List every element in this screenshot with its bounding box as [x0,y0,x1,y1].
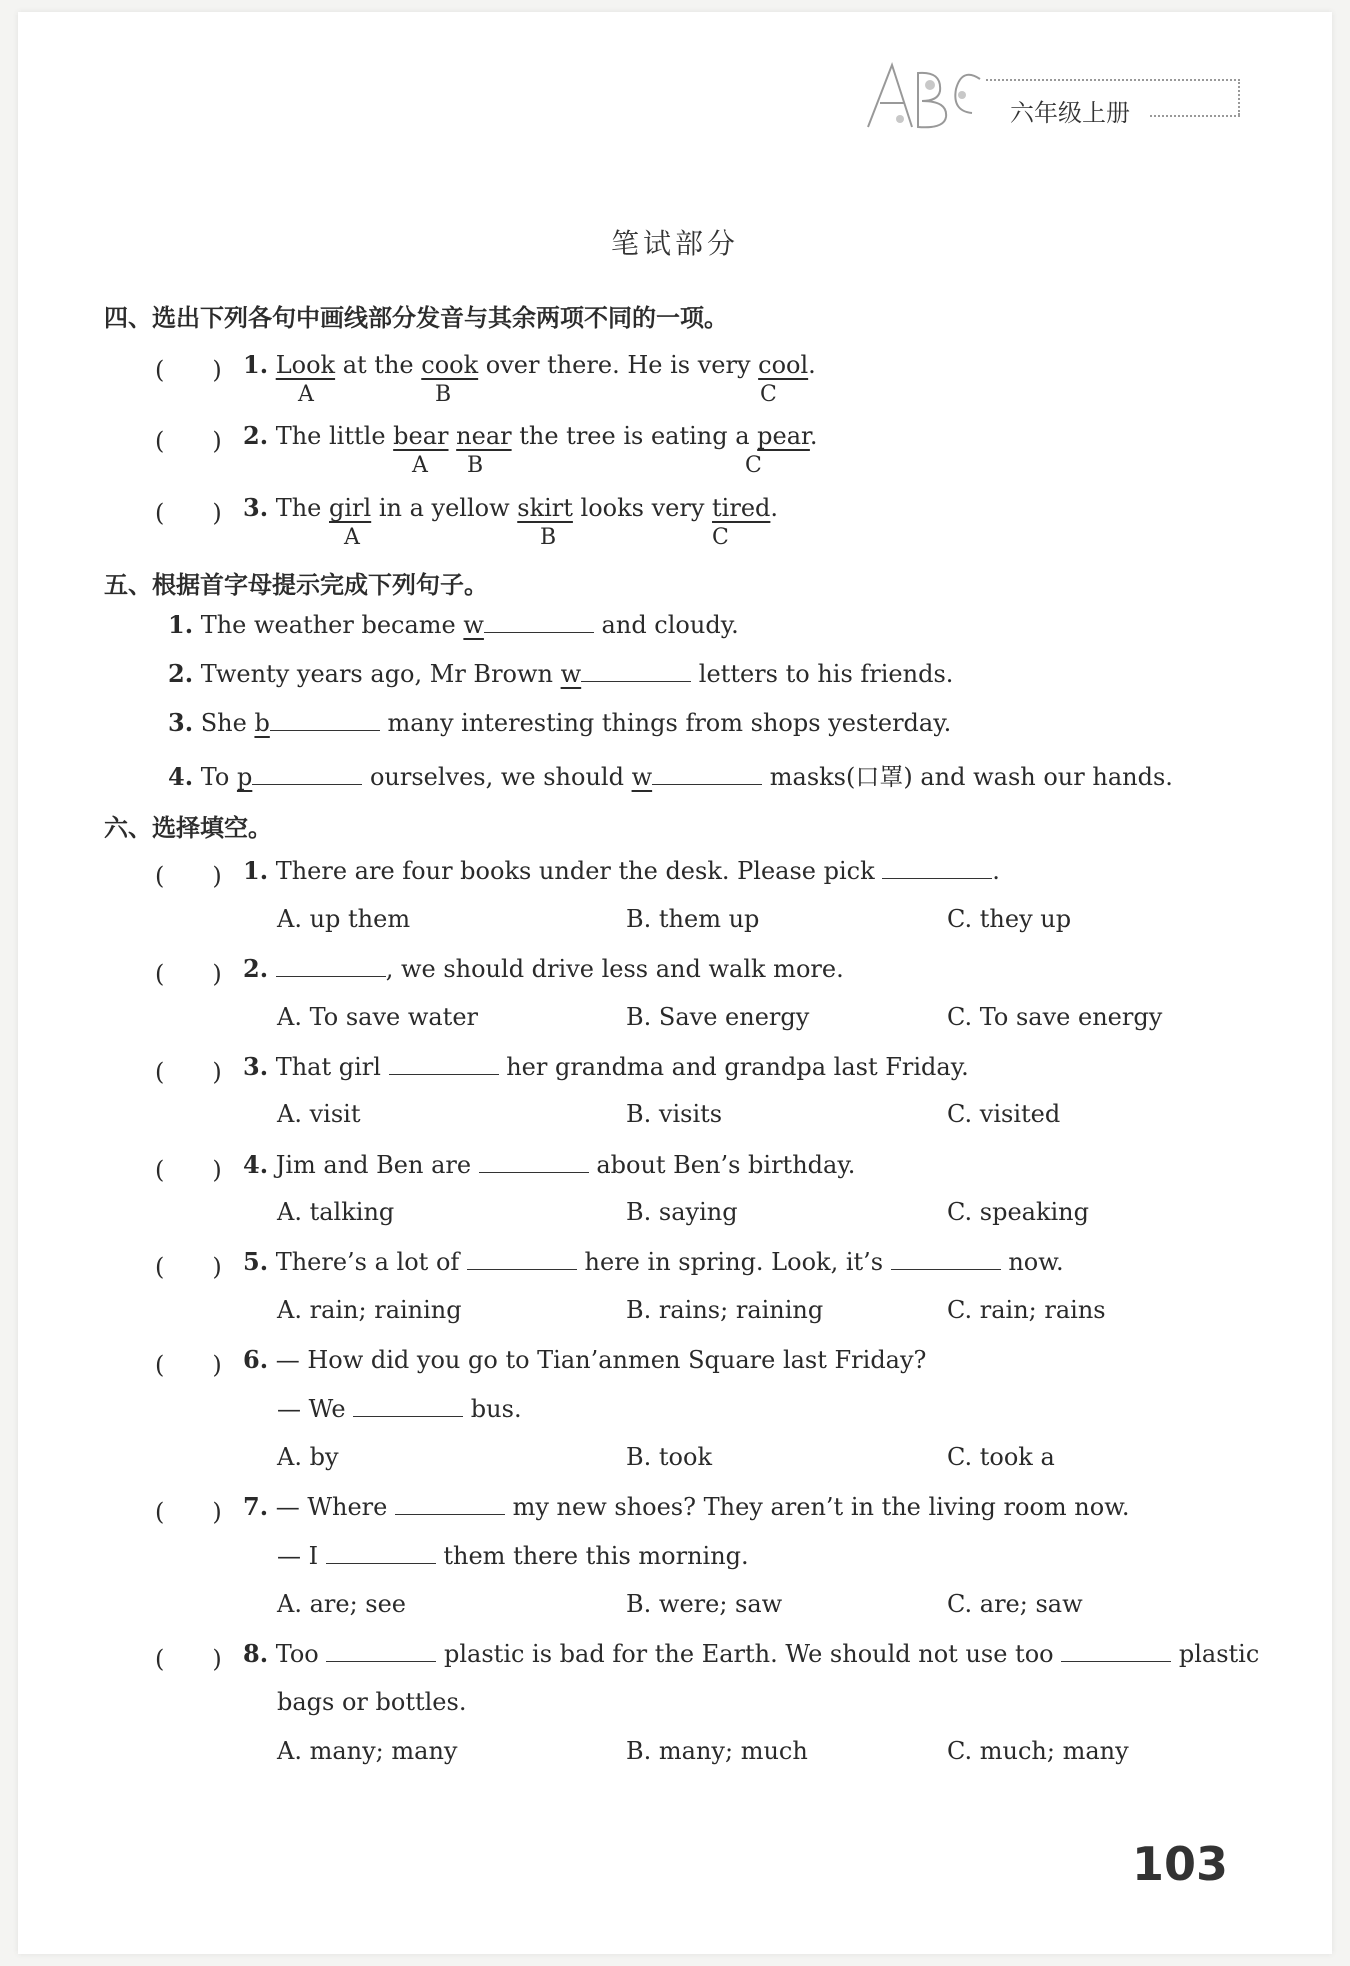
answer-blank[interactable] [276,954,386,977]
question-reply [277,1541,749,1570]
answer-paren[interactable]: ( ) [155,862,222,890]
text: looks very [572,494,713,522]
hint-letter: w [463,611,484,639]
text: Twenty years ago, Mr Brown [200,660,561,688]
answer-blank[interactable] [484,610,594,633]
answer-blank[interactable] [581,659,691,682]
question-text [243,1052,969,1081]
text: now. [1000,1248,1064,1276]
option-a[interactable]: A. talking [277,1198,395,1226]
section-6-heading: 六、选择填空。 [104,814,272,842]
question-number: 3. [243,1052,269,1081]
text: The weather became [200,611,464,639]
question-number: 2. [243,954,269,983]
underlined-word-c: cool [758,351,809,379]
answer-paren[interactable]: ( ) [155,1253,222,1281]
text: That girl [275,1053,389,1081]
answer-paren[interactable]: ( ) [155,427,222,455]
s5-question-1 [168,610,739,639]
question-number: 7. [243,1492,269,1521]
s5-question-4 [168,757,1173,792]
hint-letter: w [560,660,582,688]
option-label-a: A [412,453,428,478]
text: Too [275,1640,327,1668]
header-dotted-rule [986,79,1240,81]
question-reply [277,1394,522,1423]
text: , we should drive less and walk more. [385,955,844,983]
text: bus. [463,1395,522,1423]
text: over there. He is very [478,351,759,379]
option-c[interactable]: C. To save energy [947,1003,1163,1031]
underlined-word-b: cook [421,351,479,379]
text: The [275,494,329,522]
abc-logo-icon [860,55,1000,135]
section-5-heading: 五、根据首字母提示完成下列句子。 [104,571,488,599]
text: . [770,494,779,522]
answer-blank[interactable] [270,708,380,731]
option-a[interactable]: A. visit [277,1100,361,1128]
answer-blank[interactable] [1061,1639,1171,1662]
underlined-word-a: bear [393,422,449,450]
question-text [243,1639,1259,1668]
text: plastic [1171,1640,1260,1668]
option-c[interactable]: C. visited [947,1100,1061,1128]
hint-letter: w [631,763,653,791]
section-4-heading: 四、选出下列各句中画线部分发音与其余两项不同的一项。 [104,304,728,332]
option-b[interactable]: B. took [626,1443,712,1471]
question-number: 2. [168,659,194,688]
option-label-a: A [298,382,314,407]
text: ourselves, we should [362,763,632,791]
text: many interesting things from shops yesterday. [379,709,952,737]
question-text [243,954,844,983]
grade-label: 六年级上册 [1010,99,1130,127]
hint-letter: p [236,763,253,791]
option-label-c: C [712,525,729,550]
option-c[interactable]: C. much; many [947,1737,1129,1765]
option-a[interactable]: A. To save water [277,1003,478,1031]
question-number: 1. [243,350,269,379]
text: my new shoes? They aren’t in the living room now. [504,1493,1130,1521]
answer-blank[interactable] [652,762,762,785]
question-text [243,1345,926,1374]
question-number: 5. [243,1247,269,1276]
header-dotted-underline [1150,115,1240,117]
answer-blank[interactable] [395,1492,505,1515]
s5-question-3 [168,708,951,737]
answer-paren[interactable]: ( ) [155,1058,222,1086]
page-title: 笔试部分 [610,227,739,260]
option-label-c: C [745,453,762,478]
option-label-b: B [435,382,452,407]
answer-blank[interactable] [353,1394,463,1417]
question-number: 4. [168,762,194,791]
question-text [243,1492,1130,1521]
answer-blank[interactable] [389,1052,499,1075]
option-b[interactable]: B. visits [626,1100,723,1128]
question-number: 1. [243,856,269,885]
option-c[interactable]: C. took a [947,1443,1055,1471]
text: about Ben’s birthday. [588,1151,856,1179]
s5-question-2 [168,659,953,688]
option-label-b: B [467,453,484,478]
text: . [809,422,818,450]
text: here in spring. Look, it’s [576,1248,891,1276]
question-number: 3. [168,708,194,737]
option-c[interactable]: C. speaking [947,1198,1089,1226]
answer-blank[interactable] [467,1247,577,1270]
answer-paren[interactable]: ( ) [155,1351,222,1379]
underlined-word-a: girl [329,494,372,522]
question-text [243,421,818,450]
question-continuation: bags or bottles. [277,1688,467,1716]
page-header [860,55,1240,145]
text: them there this morning. [435,1542,749,1570]
underlined-word-c: pear [757,422,810,450]
question-number: 4. [243,1150,269,1179]
option-a[interactable]: A. up them [277,905,411,933]
option-a[interactable]: A. are; see [277,1590,407,1618]
option-b[interactable]: B. rains; raining [626,1296,824,1324]
question-number: 2. [243,421,269,450]
page-number: 103 [1131,1837,1228,1891]
question-number: 6. [243,1345,269,1374]
text: She [200,709,255,737]
option-b[interactable]: B. saying [626,1198,738,1226]
underlined-word-b: skirt [517,494,573,522]
option-label-b: B [540,525,557,550]
option-label-a: A [344,525,360,550]
text: . [992,857,1000,885]
answer-blank[interactable] [252,762,362,785]
text: letters to his friends. [691,660,954,688]
option-c[interactable]: C. rain; rains [947,1296,1106,1324]
text: plastic is bad for the Earth. We should not use too [436,1640,1062,1668]
text: To [200,763,237,791]
text: and cloudy. [593,611,739,639]
answer-paren[interactable]: ( ) [155,1498,222,1526]
question-text [243,1247,1064,1276]
header-dotted-edge [1238,79,1240,115]
option-b[interactable]: B. them up [626,905,760,933]
answer-blank[interactable] [479,1150,589,1173]
text: — I [277,1542,326,1570]
question-text [243,856,1000,885]
question-number: 3. [243,493,269,522]
text: at the [335,351,422,379]
answer-blank[interactable] [326,1639,436,1662]
question-text [243,350,816,379]
hint-letter: b [254,709,270,737]
underlined-word-c: tired [712,494,771,522]
option-a[interactable]: A. many; many [277,1737,458,1765]
answer-paren[interactable]: ( ) [155,499,222,527]
text: Jim and Ben are [275,1151,479,1179]
text: — How did you go to Tian’anmen Square last Friday? [275,1346,927,1374]
text: masks(口罩) and wash our hands. [762,763,1173,791]
question-number: 1. [168,610,194,639]
question-text [243,493,778,522]
text: — Where [275,1493,395,1521]
option-c[interactable]: C. are; saw [947,1590,1083,1618]
text: There’s a lot of [275,1248,467,1276]
text: her grandma and grandpa last Friday. [498,1053,969,1081]
option-c[interactable]: C. they up [947,905,1072,933]
option-label-c: C [760,382,777,407]
answer-paren[interactable]: ( ) [155,1156,222,1184]
option-b[interactable]: B. Save energy [626,1003,810,1031]
answer-paren[interactable]: ( ) [155,1645,222,1673]
underlined-word-b: near [456,422,512,450]
option-a[interactable]: A. by [277,1443,339,1471]
text: There are four books under the desk. Please pick [275,857,883,885]
answer-blank[interactable] [891,1247,1001,1270]
option-a[interactable]: A. rain; raining [277,1296,462,1324]
question-text [243,1150,855,1179]
answer-blank[interactable] [326,1541,436,1564]
question-number: 8. [243,1639,269,1668]
answer-blank[interactable] [882,856,992,879]
option-b[interactable]: B. were; saw [626,1590,783,1618]
text: . [808,351,816,379]
option-b[interactable]: B. many; much [626,1737,808,1765]
text: The little [275,422,394,450]
text: in a yellow [371,494,518,522]
answer-paren[interactable]: ( ) [155,960,222,988]
answer-paren[interactable]: ( ) [155,356,222,384]
text: — We [277,1395,354,1423]
underlined-word-a: Look [275,351,336,379]
text [449,422,457,450]
text: the tree is eating a [511,422,758,450]
